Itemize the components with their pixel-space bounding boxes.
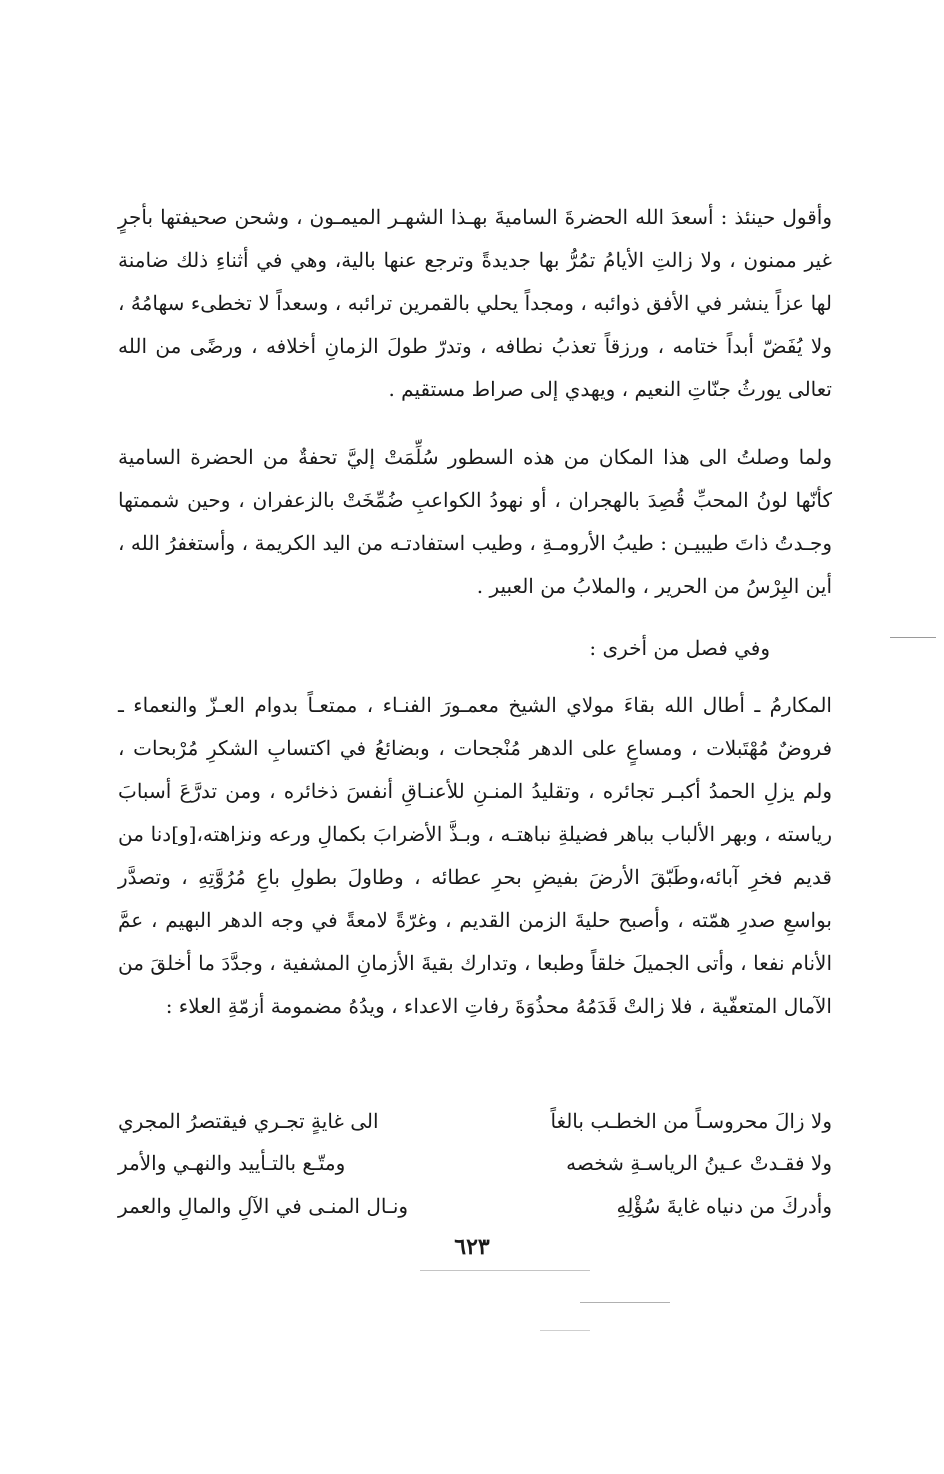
scan-mark-right [890,637,936,638]
verse-3-first-hemistich: وأدركَ من دنياه غايةَ سُؤْلِهِ [616,1194,832,1218]
scan-mark-bottom-1 [420,1270,590,1271]
section-heading: وفي فصل من أخرى : [589,636,770,660]
verse-2-first-hemistich: ولا فقـدتْ عـينُ الرياسـةِ شخصه [566,1151,832,1175]
paragraph-2: ولما وصلتُ الى هذا المكان من هذه السطور سُلِّمَتْ إليَّ تحفةٌ من الحضرة السامية كأنّها لونُ المحبِّ قُصِدَ بالهجران ، أو نهودُ الكواعبِ ضُمِّخَتْ بالزعفران ، وحين شممتها وجـدتُ ذاتَ طيبيـن : طيبُ الأرومـةِ ، وطيب استفادتـه من اليد الكريمة ، وأستغفرُ الله ، أين البِرْسُ من الحرير ، والملابُ من العبير . [118,445,832,598]
scan-mark-bottom-3 [540,1330,590,1331]
verse-1-first-hemistich: ولا زالَ محروسـاً من الخطـب بالغاً [550,1109,832,1133]
verse-line-1 [118,1103,832,1139]
page-number: ٦٢٣ [454,1234,490,1260]
scan-mark-bottom-2 [580,1302,670,1303]
verse-line-3 [118,1188,832,1224]
verse-3-second-hemistich: ونـال المنـى في الآلِ والمالِ والعمر [118,1194,409,1218]
verse-line-2 [118,1145,832,1181]
verse-1-second-hemistich: الى غايةٍ تجـري فيقتصرُ المجري [118,1109,379,1133]
verse-2-second-hemistich: ومتّـع بالتـأييد والنهـي والأمر [118,1151,346,1175]
paragraph-1: وأقول حينئذ : أسعدَ الله الحضرةَ الساميةَ بهـذا الشهـر الميمـون ، وشحن صحيفتها بأجرٍ غير ممنون ، ولا زالتِ الأيامُ تمُرُّ بها جديدةً وترجع عنها بالية، وهي في أثناءِ ذلك ضامنة لها عزاً ينشر في الأفق ذوائبه ، ومجداً يحلي بالقمرين ترائبه ، وسعداً لا تخطىء سهامُهُ ، ولا يُفَضّ أبداً ختامه ، ورزقاً تعذبُ نطافه ، وتدرّ طولَ الزمانِ أخلافه ، ورضًى من الله تعالى يورثُ جنّاتِ النعيم ، ويهدي إلى صراط مستقيم . [118,205,832,401]
paragraph-3: المكارمُ ـ أطال الله بقاءَ مولاي الشيخ معمـورَ الفنـاء ، ممتعـاً بدوام العـزّ والنعماء ـ فروضٌ مُهْتَبلات ، ومساعٍ على الدهر مُنْجحات ، وبضائعُ في اكتسابِ الشكرِ مُرْبحات ، ولم يزلِ الحمدُ أكبـر تجائره ، وتقليدُ المنـنِ للأعنـاقِ أنفسَ ذخائره ، ومن تدرَّعَ أسبابَ رياسته ، وبهر الألباب بباهر فضيلةِ نباهتـه ، وبـذَّ الأضرابَ بكمالِ ورعه ونزاهته،[و]دنا من قديم فخرِ آبائه،وطَبّقَ الأرضَ بفيضِ بحرِ عطائه ، وطاولَ بطولِ باعِ مُرُوَّتِهِ ، وتصدَّر بواسعِ صدرِ همّته ، وأصبح حليةَ الزمن القديم ، وغرّةً لامعةً في وجه الدهر البهيم ، عمَّ الأنام نفعا ، وأتى الجميلَ خلقاً وطبعا ، وتدارك بقيةَ الأزمانِ المشفية ، وجدَّدَ ما أخلقَ من الآمال المتعفّية ، فلا زالتْ قَدَمُهُ محذُوَةَ رفاتِ الاعداء ، ويدُهُ مضمومة أزمّةِ العلاء : [118,693,832,1018]
